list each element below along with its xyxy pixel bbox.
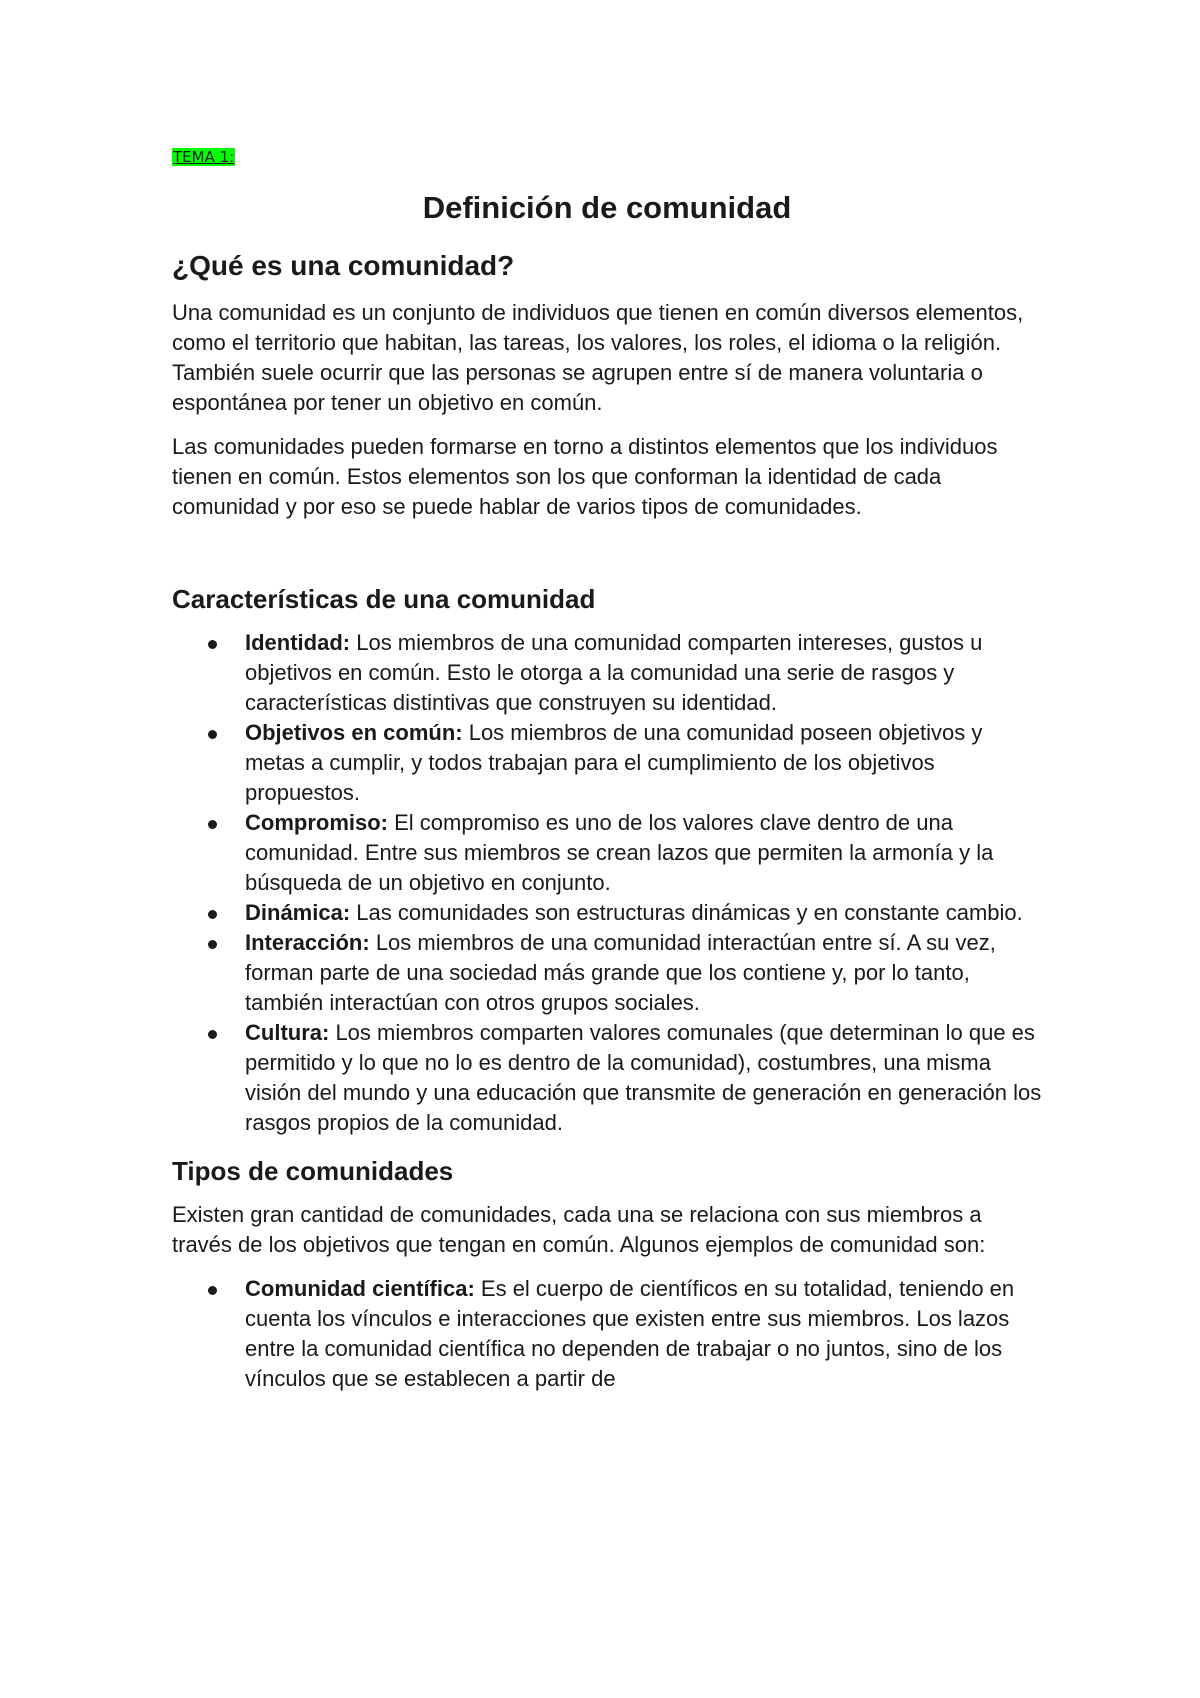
list-item-text: Los miembros de una comunidad poseen objetivos y metas a cumplir, y todos trabajan para el cumplimiento de los objetivos propuestos.	[245, 720, 983, 805]
list-item-text: El compromiso es uno de los valores clave dentro de una comunidad. Entre sus miembros se crean lazos que permiten la armonía y la búsqueda de un objetivo en conjunto.	[245, 810, 994, 895]
paragraph: Las comunidades pueden formarse en torno a distintos elementos que los individuos tienen en común. Estos elementos son los que conforman la identidad de cada comunidad y por eso se puede hablar de varios tipos de comunidades.	[172, 434, 998, 519]
types-list	[172, 1274, 1042, 1394]
list-item	[172, 808, 1042, 898]
spacer	[172, 536, 1042, 582]
bullet-icon	[208, 730, 217, 739]
section-heading-characteristics: Características de una comunidad	[172, 584, 596, 614]
bullet-icon	[208, 910, 217, 919]
list-item-term: Dinámica:	[245, 900, 351, 925]
list-item	[172, 718, 1042, 808]
list-item	[172, 898, 1042, 928]
section-heading-types: Tipos de comunidades	[172, 1156, 454, 1186]
list-item-term: Comunidad científica:	[245, 1276, 475, 1301]
list-item-text: Los miembros comparten valores comunales (que determinan lo que es permitido y lo que no lo es dentro de la comunidad), costumbres, una misma visión del mundo y una educación que transmite de generación en generación los rasgos propios de la comunidad.	[245, 1020, 1042, 1135]
list-item	[172, 928, 1042, 1018]
list-item-text: Los miembros de una comunidad interactúan entre sí. A su vez, forman parte de una sociedad más grande que los contiene y, por lo tanto, también interactúan con otros grupos sociales.	[245, 930, 996, 1015]
list-item-term: Identidad:	[245, 630, 351, 655]
document-title: Definición de comunidad	[422, 190, 792, 225]
bullet-icon	[208, 1030, 217, 1039]
topic-tag: TEMA 1:	[173, 148, 235, 166]
document-body	[172, 248, 1042, 1410]
topic-tag-line	[172, 146, 235, 168]
list-item	[172, 1018, 1042, 1138]
list-item-term: Objetivos en común:	[245, 720, 463, 745]
bullet-icon	[208, 820, 217, 829]
section-heading-what-is: ¿Qué es una comunidad?	[172, 250, 515, 281]
list-item	[172, 628, 1042, 718]
bullet-icon	[208, 640, 217, 649]
list-item-text: Es el cuerpo de científicos en su totalidad, teniendo en cuenta los vínculos e interacciones que existen entre sus miembros. Los lazos entre la comunidad científica no dependen de trabajar o no juntos, sino de los vínculos que se establecen a partir de	[245, 1276, 1015, 1391]
list-item-term: Cultura:	[245, 1020, 330, 1045]
list-item	[172, 1274, 1042, 1394]
paragraph: Existen gran cantidad de comunidades, cada una se relaciona con sus miembros a través de los objetivos que tengan en común. Algunos ejemplos de comunidad son:	[172, 1202, 986, 1257]
list-item-term: Compromiso:	[245, 810, 388, 835]
list-item-term: Interacción:	[245, 930, 370, 955]
list-item-text: Los miembros de una comunidad comparten intereses, gustos u objetivos en común. Esto le otorga a la comunidad una serie de rasgos y características distintivas que construyen su identidad.	[245, 630, 983, 715]
list-item-text: Las comunidades son estructuras dinámicas y en constante cambio.	[350, 900, 1023, 925]
paragraph: Una comunidad es un conjunto de individuos que tienen en común diversos elementos, como el territorio que habitan, las tareas, los valores, los roles, el idioma o la religión. También suele ocurrir que las personas se agrupen entre sí de manera voluntaria o espontánea por tener un objetivo en común.	[172, 300, 1024, 415]
bullet-icon	[208, 940, 217, 949]
bullet-icon	[208, 1286, 217, 1295]
characteristics-list	[172, 628, 1042, 1138]
